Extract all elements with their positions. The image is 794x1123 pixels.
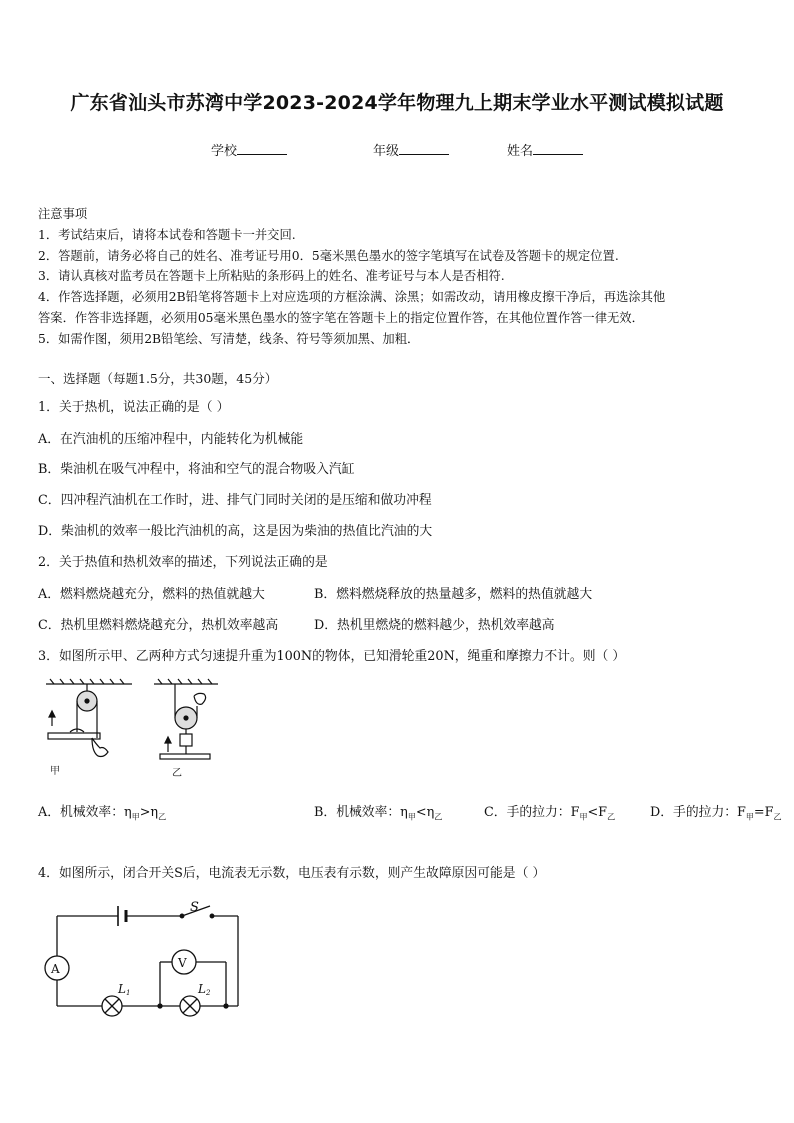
notice-item-4-cont: 答案．作答非选择题，必须用05毫米黑色墨水的签字笔在答题卡上的指定位置作答，在其他位置作答一律无效． (38, 311, 644, 325)
name-label: 姓名 (507, 144, 534, 159)
grade-field (373, 140, 449, 159)
notice-item-1: 1．考试结束后，请将本试卷和答题卡一并交回. (38, 228, 296, 242)
page-title: 广东省汕头市苏湾中学2023-2024学年物理九上期末学业水平测试模拟试题 (70, 92, 724, 114)
movable-pulley-diagram (154, 679, 218, 759)
q3-option-d: D．手的拉力：$F_甲=F_乙$ (650, 805, 782, 822)
grade-label: 年级 (373, 144, 400, 159)
q1-option-a: A．在汽油机的压缩冲程中，内能转化为机械能 (38, 432, 304, 447)
notice-item-5: 5．如需作图，须用2B铅笔绘、写清楚，线条、符号等须加黑、加粗． (38, 332, 420, 346)
school-blank (237, 142, 287, 155)
ammeter-label: A (51, 962, 60, 976)
circuit-wires (45, 906, 238, 1016)
lamp2-label: L2 (198, 982, 211, 997)
notice-heading: 注意事项 (38, 207, 88, 221)
q2-stem: 2．关于热值和热机效率的描述，下列说法正确的是 (38, 555, 328, 570)
q3-option-c: C．手的拉力：$F_甲<F_乙$ (484, 805, 616, 822)
notice-item-2: 2．答题前，请务必将自己的姓名、准考证号用0．5毫米黑色墨水的签字笔填写在试卷及答题卡的规定位置. (38, 249, 619, 263)
voltmeter-label: V (178, 956, 187, 970)
lamp1-label: L1 (118, 982, 131, 997)
q1-option-d: D．柴油机的效率一般比汽油机的高，这是因为柴油的热值比汽油的大 (38, 524, 433, 539)
q3-stem: 3．如图所示甲、乙两种方式匀速提升重为100N的物体，已知滑轮重20N，绳重和摩擦力不计。则（ ） (38, 649, 626, 664)
fig-label-yi: 乙 (172, 768, 182, 779)
fig-label-jia: 甲 (50, 766, 60, 777)
q2-option-a: A．燃料燃烧越充分，燃料的热值就越大 (38, 587, 265, 602)
q3-option-a: A．机械效率：$\eta_甲>\eta_乙$ (38, 805, 167, 822)
q4-circuit-figure (38, 892, 248, 1024)
q4-stem: 4．如图所示，闭合开关S后，电流表无示数，电压表有示数，则产生故障原因可能是（ ） (38, 866, 546, 881)
grade-blank (399, 142, 449, 155)
notice-item-3: 3．请认真核对监考员在答题卡上所粘贴的条形码上的姓名、准考证号与本人是否相符. (38, 269, 505, 283)
name-blank (533, 142, 583, 155)
school-label: 学校 (211, 144, 238, 159)
q2-option-d: D．热机里燃烧的燃料越少，热机效率越高 (314, 618, 555, 633)
name-field (507, 140, 583, 159)
q3-pulley-figure (40, 676, 220, 784)
q3-option-b: B．机械效率：$\eta_甲<\eta_乙$ (314, 805, 443, 822)
q2-option-b: B．燃料燃烧释放的热量越多，燃料的热值就越大 (314, 587, 593, 602)
school-field (211, 140, 287, 159)
q2-option-c: C．热机里燃料燃烧越充分，热机效率越高 (38, 618, 279, 633)
notice-item-4: 4．作答选择题，必须用2B铅笔将答题卡上对应选项的方框涂满、涂黑；如需改动，请用橡皮擦干净后，再选涂其他 (38, 290, 666, 304)
section-heading: 一、选择题（每题1.5分，共30题，45分） (38, 371, 278, 386)
q1-stem: 1．关于热机，说法正确的是（ ） (38, 400, 230, 415)
switch-label: S (190, 900, 199, 915)
fixed-pulley-diagram (46, 679, 132, 757)
q1-option-c: C．四冲程汽油机在工作时，进、排气门同时关闭的是压缩和做功冲程 (38, 493, 432, 508)
q1-option-b: B．柴油机在吸气冲程中，将油和空气的混合物吸入汽缸 (38, 462, 355, 477)
